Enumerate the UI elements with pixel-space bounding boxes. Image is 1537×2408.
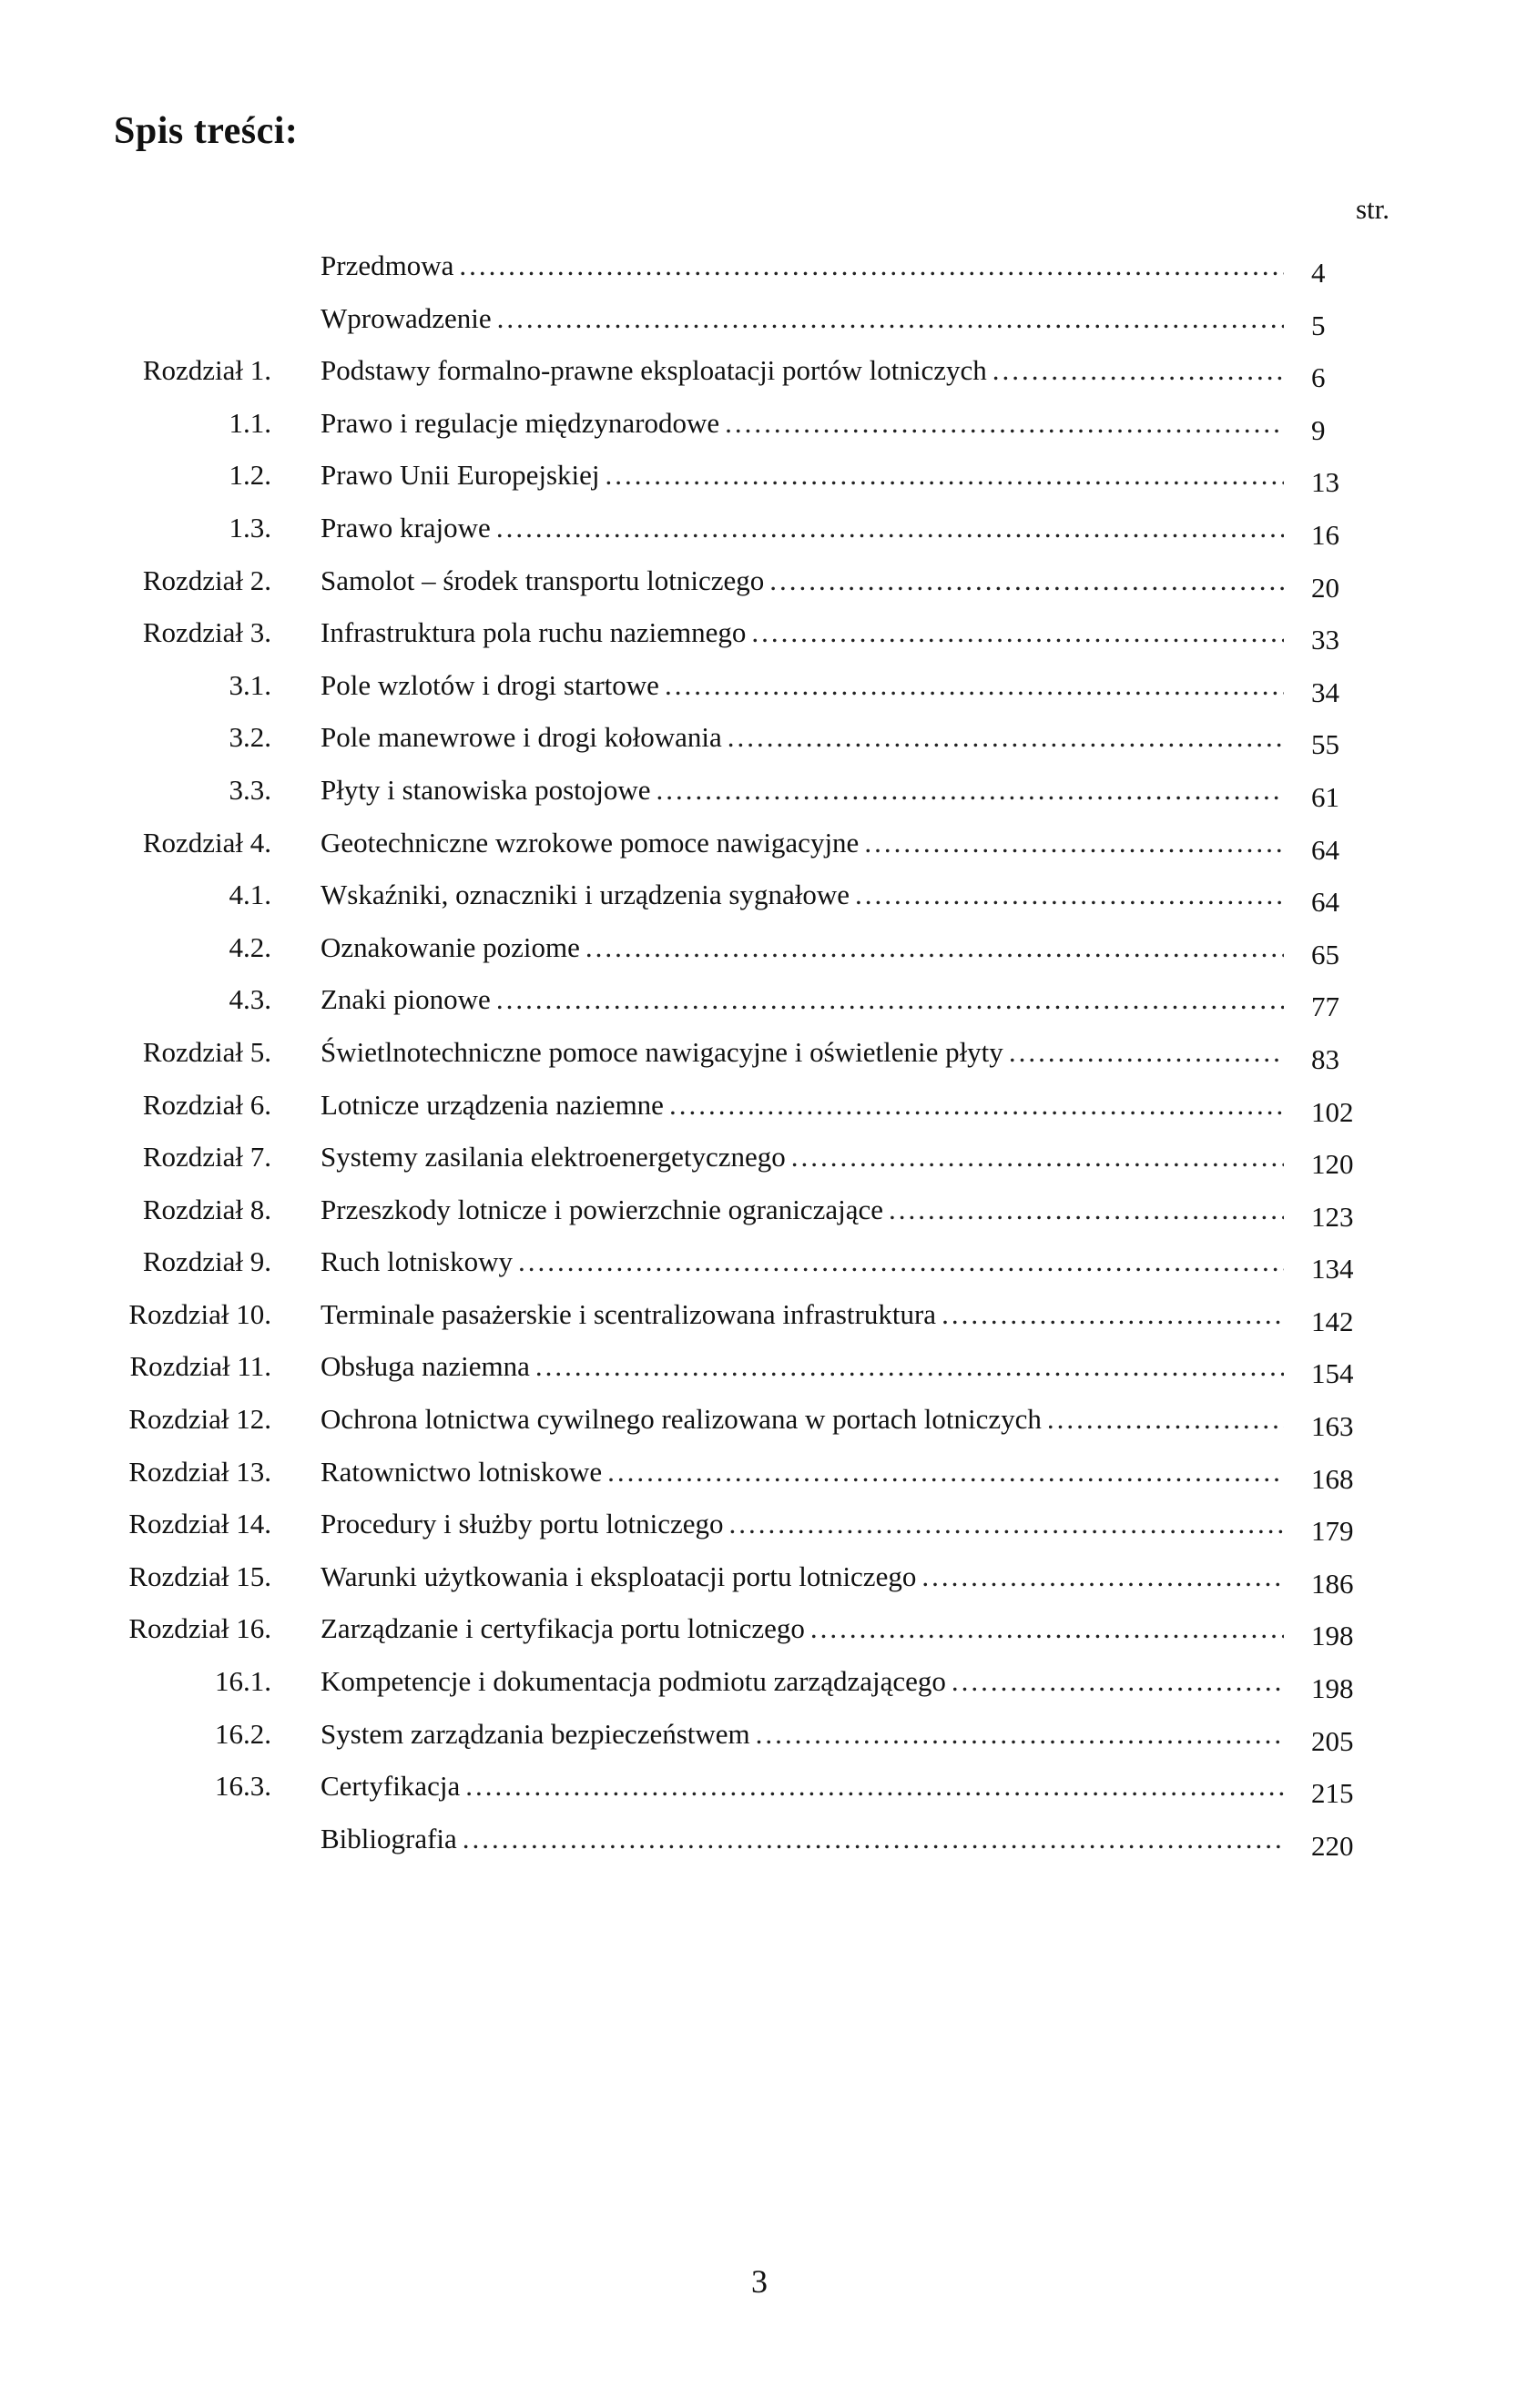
toc-entry-title: Podstawy formalno-prawne eksploatacji portów lotniczych [321,354,987,387]
dot-leader [535,1348,1284,1385]
toc-entry-line [321,1192,1284,1228]
toc-entry-title: Kompetencje i dokumentacja podmiotu zarządzającego [321,1665,946,1698]
toc-entry-line [321,510,1284,546]
toc-entry-line [321,1244,1284,1280]
dot-leader [657,772,1284,808]
dot-leader [463,1821,1284,1857]
toc-entry [0,300,1537,353]
toc-entry [0,1610,1537,1663]
toc-entry-page: 134 [1311,1253,1354,1285]
toc-entry-number: 3.2. [229,721,271,754]
toc-entry-page: 55 [1311,728,1339,761]
toc-entry [0,1559,1537,1611]
toc-entry-line [321,930,1284,966]
toc-entry-line [321,457,1284,493]
toc-entry-page: 65 [1311,938,1339,970]
toc-entry-title: Geotechniczne wzrokowe pomoce nawigacyjne [321,826,860,859]
toc-entry-line [321,877,1284,913]
toc-entry-title: Prawo Unii Europejskiej [321,459,600,492]
toc-entry-line [321,1034,1284,1071]
toc-entry [0,772,1537,825]
toc-entry-title: Obsługa naziemna [321,1350,530,1383]
toc-entry [0,615,1537,667]
toc-entry [0,1716,1537,1769]
dot-leader [1009,1034,1284,1071]
toc-entry-title: Bibliografia [321,1822,457,1854]
toc-entry-page: 168 [1311,1462,1354,1495]
dot-leader [952,1663,1284,1700]
toc-entry-title: Przedmowa [321,249,454,281]
toc-entry-number: 16.1. [215,1665,271,1698]
toc-entry-line [321,1348,1284,1385]
toc-entry-page: 198 [1311,1672,1354,1705]
toc-entry [0,563,1537,615]
toc-entry-number: Rozdział 12. [128,1403,271,1436]
toc-entry-number: Rozdział 16. [128,1612,271,1645]
toc-entry [0,1244,1537,1296]
toc-entry [0,1454,1537,1507]
dot-leader [725,405,1284,442]
dot-leader [791,1139,1284,1175]
toc-entry-number: 1.3. [229,511,271,544]
dot-leader [518,1244,1284,1280]
toc-entry [0,1087,1537,1140]
toc-entry-number: 4.1. [229,879,271,911]
toc-entry [0,1296,1537,1349]
toc-entry-line [321,772,1284,808]
toc-entry-page: 163 [1311,1410,1354,1443]
toc-entry-title: Certyfikacja [321,1770,461,1803]
toc-entry-page: 102 [1311,1095,1354,1128]
toc-entry-title: Zarządzanie i certyfikacja portu lotniczego [321,1612,805,1645]
toc-entry-number: Rozdział 5. [142,1035,271,1068]
dot-leader [496,510,1284,546]
toc-entry-page: 16 [1311,518,1339,551]
page-number: 3 [751,2263,768,2300]
toc-entry-line [321,300,1284,337]
toc-entry-page: 198 [1311,1620,1354,1652]
toc-entry [0,510,1537,563]
toc-entry-title: Systemy zasilania elektroenergetycznego [321,1141,786,1174]
toc-entry [0,1034,1537,1087]
toc-entry-number: 4.3. [229,983,271,1016]
toc-entry-page: 9 [1311,413,1326,446]
toc-entry [0,405,1537,458]
toc-entry-title: Oznakowanie poziome [321,930,580,963]
dot-leader [465,1768,1284,1804]
toc-entry-page: 6 [1311,361,1326,394]
toc-entry-page: 154 [1311,1357,1354,1390]
toc-entry-title: Warunki użytkowania i eksploatacji portu lotniczego [321,1560,917,1592]
toc-entry [0,667,1537,720]
dot-leader [769,563,1284,599]
page-title: Spis treści: [114,110,299,152]
dot-leader [459,248,1284,284]
toc-entry-title: System zarządzania bezpieczeństwem [321,1717,750,1750]
toc-entry-number: 3.3. [229,773,271,806]
toc-entry-title: Ochrona lotnictwa cywilnego realizowana w portach lotniczych [321,1403,1042,1436]
toc-entry-page: 20 [1311,571,1339,604]
toc-entry-line [321,1401,1284,1438]
dot-leader [585,930,1284,966]
toc-entry-title: Prawo krajowe [321,511,491,544]
toc-entry-number: Rozdział 6. [142,1088,271,1121]
toc-entry-title: Ruch lotniskowy [321,1245,513,1278]
dot-leader [756,1716,1284,1753]
toc-entry-number: Rozdział 13. [128,1455,271,1488]
toc-entry [0,248,1537,300]
toc-entry-title: Pole manewrowe i drogi kołowania [321,721,722,754]
toc-entry [0,1821,1537,1874]
toc-entry-title: Terminale pasażerskie i scentralizowana infrastruktura [321,1297,937,1330]
toc-entry-number: Rozdział 14. [128,1508,271,1540]
toc-entry-page: 34 [1311,676,1339,708]
toc-entry-page: 120 [1311,1148,1354,1181]
toc-entry-page: 77 [1311,991,1339,1023]
toc-entry [0,457,1537,510]
toc-entry-line [321,1296,1284,1333]
dot-leader [942,1296,1284,1333]
toc-entry-line [321,405,1284,442]
toc-entry-page: 64 [1311,833,1339,866]
toc-entry-line [321,1139,1284,1175]
toc-entry-number: Rozdział 9. [142,1245,271,1278]
toc-entry-page: 83 [1311,1042,1339,1075]
toc-entry-line [321,563,1284,599]
toc-entry-title: Przeszkody lotnicze i powierzchnie ograniczające [321,1193,883,1225]
toc-entry-title: Płyty i stanowiska postojowe [321,773,651,806]
toc-entry-line [321,1506,1284,1542]
toc-entry-line [321,1663,1284,1700]
toc-entry-line [321,1821,1284,1857]
toc-entry-line [321,1716,1284,1753]
toc-entry-number: Rozdział 2. [142,564,271,596]
toc-entry [0,1192,1537,1245]
toc-entry [0,1663,1537,1716]
table-of-contents [0,248,1537,1873]
toc-entry-line [321,719,1284,756]
toc-entry [0,825,1537,878]
dot-leader [889,1192,1284,1228]
toc-entry-number: 1.1. [229,406,271,439]
toc-entry-title: Znaki pionowe [321,983,491,1016]
toc-entry-number: 3.1. [229,668,271,701]
toc-entry-page: 215 [1311,1777,1354,1810]
toc-entry-number: Rozdział 1. [142,354,271,387]
toc-entry-title: Procedury i służby portu lotniczego [321,1508,724,1540]
dot-leader [496,981,1284,1018]
toc-entry-line [321,248,1284,284]
toc-entry-page: 205 [1311,1724,1354,1757]
dot-leader [921,1559,1284,1595]
toc-entry-line [321,1454,1284,1490]
dot-leader [810,1610,1284,1647]
toc-entry-line [321,1559,1284,1595]
dot-leader [855,877,1284,913]
toc-entry [0,1348,1537,1401]
toc-entry-title: Wprowadzenie [321,301,492,334]
toc-entry [0,1401,1537,1454]
toc-entry-page: 13 [1311,466,1339,499]
toc-entry-number: Rozdział 3. [142,616,271,649]
dot-leader [751,615,1284,651]
dot-leader [1047,1401,1284,1438]
toc-entry-number: 4.2. [229,930,271,963]
toc-entry-title: Lotnicze urządzenia naziemne [321,1088,664,1121]
toc-entry-line [321,981,1284,1018]
toc-entry-line [321,615,1284,651]
toc-entry-title: Prawo i regulacje międzynarodowe [321,406,720,439]
toc-entry-number: Rozdział 8. [142,1193,271,1225]
toc-entry [0,877,1537,930]
toc-entry-page: 4 [1311,257,1326,289]
toc-entry [0,1139,1537,1192]
toc-entry-line [321,352,1284,389]
toc-entry-number: Rozdział 7. [142,1141,271,1174]
dot-leader [669,1087,1284,1123]
toc-entry-page: 5 [1311,309,1326,341]
toc-entry [0,930,1537,982]
dot-leader [497,300,1284,337]
dot-leader [606,457,1284,493]
page-column-label: str. [1355,193,1389,225]
toc-entry [0,981,1537,1034]
dot-leader [728,719,1284,756]
toc-entry-title: Pole wzlotów i drogi startowe [321,668,659,701]
toc-entry-page: 61 [1311,780,1339,813]
toc-entry-number: 16.3. [215,1770,271,1803]
toc-entry-page: 33 [1311,624,1339,656]
dot-leader [607,1454,1284,1490]
toc-entry-page: 220 [1311,1829,1354,1862]
dot-leader [992,352,1284,389]
toc-entry-title: Świetlnotechniczne pomoce nawigacyjne i oświetlenie płyty [321,1035,1003,1068]
toc-entry-title: Infrastruktura pola ruchu naziemnego [321,616,747,649]
toc-entry-line [321,1087,1284,1123]
toc-entry [0,1768,1537,1821]
toc-entry-number: Rozdział 10. [128,1297,271,1330]
toc-entry-number: 16.2. [215,1717,271,1750]
toc-entry [0,1506,1537,1559]
toc-entry-number: 1.2. [229,459,271,492]
toc-entry-line [321,1768,1284,1804]
toc-entry [0,719,1537,772]
toc-entry-number: Rozdział 15. [128,1560,271,1592]
toc-entry-number: Rozdział 11. [129,1350,271,1383]
toc-entry-line [321,1610,1284,1647]
dot-leader [729,1506,1284,1542]
toc-entry-title: Wskaźniki, oznaczniki i urządzenia sygnałowe [321,879,850,911]
toc-entry-line [321,667,1284,704]
toc-entry [0,352,1537,405]
dot-leader [864,825,1284,861]
toc-entry-line [321,825,1284,861]
dot-leader [665,667,1284,704]
toc-entry-title: Samolot – środek transportu lotniczego [321,564,765,596]
toc-entry-page: 64 [1311,886,1339,919]
toc-entry-page: 142 [1311,1305,1354,1337]
toc-entry-page: 179 [1311,1515,1354,1548]
toc-entry-page: 123 [1311,1200,1354,1233]
toc-entry-title: Ratownictwo lotniskowe [321,1455,603,1488]
toc-entry-page: 186 [1311,1567,1354,1600]
toc-entry-number: Rozdział 4. [142,826,271,859]
